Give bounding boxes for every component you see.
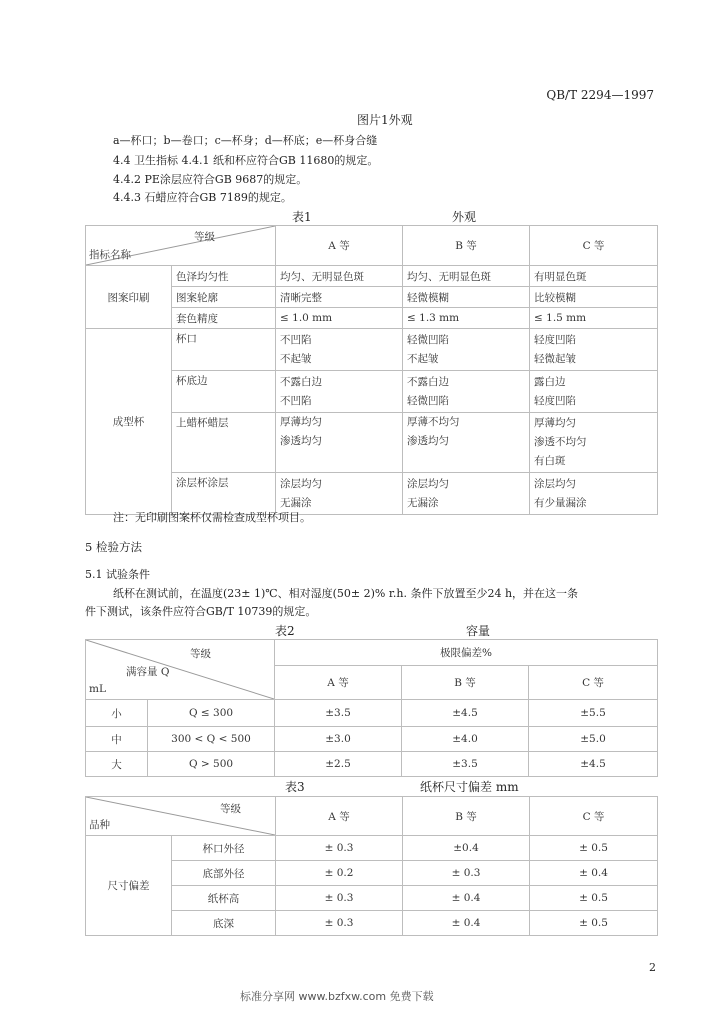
table2-header-capacity: 满容量 Q: [126, 666, 170, 678]
table1-col-a: A 等: [276, 226, 403, 266]
table1-col-b: B 等: [403, 226, 530, 266]
table1-appearance: [85, 225, 658, 515]
standard-number: QB/T 2294—1997: [546, 88, 654, 102]
table3-cell: ± 0.4: [530, 861, 658, 886]
table1-item: 涂层杯涂层: [172, 473, 276, 515]
table3-col-a: A 等: [276, 797, 403, 836]
table2-label: 表2: [275, 624, 295, 638]
table3-size-deviation: [85, 796, 658, 936]
table3-cell: ± 0.5: [530, 911, 658, 936]
table-row: [86, 413, 658, 473]
table-row: [86, 911, 658, 936]
table-row: [86, 371, 658, 413]
table-row: [86, 266, 658, 287]
clause-4-4: 4.4 卫生指标 4.4.1 纸和杯应符合GB 11680的规定。: [113, 154, 379, 167]
section-5-heading: 5 检验方法: [85, 540, 142, 554]
table3-item: 底深: [172, 911, 276, 936]
clause-4-4-3: 4.4.3 石蜡应符合GB 7189的规定。: [113, 191, 292, 204]
table2-cell: ±4.5: [529, 752, 658, 777]
table1-cell: 不凹陷 不起皱: [276, 329, 403, 371]
table2-col-b: B 等: [402, 666, 529, 700]
table2-cell: ±3.0: [275, 727, 402, 752]
table1-cell: 比较模糊: [530, 287, 658, 308]
table1-cell: 均匀、无明显色斑: [276, 266, 403, 287]
table-row: [86, 727, 658, 752]
table1-title: 外观: [452, 210, 477, 224]
table3-cell: ± 0.4: [403, 886, 530, 911]
figure-caption: 图片1外观: [357, 113, 413, 127]
table1-cell: ≤ 1.5 mm: [530, 308, 658, 329]
table3-cell: ± 0.5: [530, 886, 658, 911]
table3-cell: ± 0.3: [276, 836, 403, 861]
table3-header-diagonal: [86, 797, 276, 836]
table1-cell: 涂层均匀 无漏涂: [276, 473, 403, 515]
table-row: [86, 700, 658, 727]
page-number: 2: [649, 961, 656, 974]
table1-cell: 轻度凹陷 轻微起皱: [530, 329, 658, 371]
table1-cell: 清晰完整: [276, 287, 403, 308]
table3-cell: ± 0.2: [276, 861, 403, 886]
table3-title: 纸杯尺寸偏差 mm: [420, 780, 519, 794]
table-row: [86, 287, 658, 308]
table3-cell: ±0.4: [403, 836, 530, 861]
table1-cell: ≤ 1.0 mm: [276, 308, 403, 329]
table-row: [86, 836, 658, 861]
table2-size: 小: [86, 700, 148, 727]
table1-header-grade: 等级: [194, 231, 215, 243]
table3-header-kind: 品种: [89, 819, 110, 831]
footer-source-line: 标准分享网 www.bzfxw.com 免费下载: [240, 990, 434, 1003]
table3-cell: ± 0.4: [403, 911, 530, 936]
table3-item: 杯口外径: [172, 836, 276, 861]
table1-note: 注：无印刷图案杯仅需检查成型杯项目。: [113, 511, 311, 524]
table1-cell: 露白边 轻度凹陷: [530, 371, 658, 413]
table1-header-diagonal: [86, 226, 276, 266]
table2-col-c: C 等: [529, 666, 658, 700]
table2-header-unit: mL: [89, 683, 106, 695]
table1-col-c: C 等: [530, 226, 658, 266]
table2-cell: ±5.0: [529, 727, 658, 752]
table3-header-grade: 等级: [220, 803, 241, 815]
table1-cell: 轻微凹陷 不起皱: [403, 329, 530, 371]
table3-col-b: B 等: [403, 797, 530, 836]
table1-group-printing: 图案印刷: [86, 266, 172, 329]
table1-item: 杯底边: [172, 371, 276, 413]
table2-range: Q ≤ 300: [148, 700, 275, 727]
table2-cell: ±3.5: [402, 752, 529, 777]
table2-cell: ±2.5: [275, 752, 402, 777]
table1-cell: 有明显色斑: [530, 266, 658, 287]
table1-cell: 涂层均匀 有少量漏涂: [530, 473, 658, 515]
table1-item: 杯口: [172, 329, 276, 371]
table1-item: 上蜡杯蜡层: [172, 413, 276, 473]
table3-label: 表3: [285, 780, 305, 794]
table1-cell: 不露白边 轻微凹陷: [403, 371, 530, 413]
table-row: [86, 329, 658, 371]
table3-col-c: C 等: [530, 797, 658, 836]
table1-cell: 厚薄均匀 渗透均匀: [276, 413, 403, 473]
table1-cell: ≤ 1.3 mm: [403, 308, 530, 329]
table2-cell: ±5.5: [529, 700, 658, 727]
table3-item: 底部外径: [172, 861, 276, 886]
section-5-1-para-line2: 件下测试，该条件应符合GB/T 10739的规定。: [85, 605, 317, 618]
table2-col-a: A 等: [275, 666, 402, 700]
table3-item: 纸杯高: [172, 886, 276, 911]
table2-size: 大: [86, 752, 148, 777]
table2-range: 300 < Q < 500: [148, 727, 275, 752]
table1-cell: 不露白边 不凹陷: [276, 371, 403, 413]
table-row: [86, 861, 658, 886]
table1-group-formed-cup: 成型杯: [86, 329, 172, 515]
table1-cell: 均匀、无明显色斑: [403, 266, 530, 287]
table3-group: 尺寸偏差: [86, 836, 172, 936]
table3-cell: ± 0.3: [403, 861, 530, 886]
table2-title: 容量: [466, 624, 491, 638]
table3-cell: ± 0.3: [276, 911, 403, 936]
table1-cell: 厚薄均匀 渗透不均匀 有白斑: [530, 413, 658, 473]
section-5-1-heading: 5.1 试验条件: [85, 568, 150, 581]
table2-header-deviation: 极限偏差%: [275, 640, 658, 666]
table-row: [86, 752, 658, 777]
table1-cell: 厚薄不均匀 渗透均匀: [403, 413, 530, 473]
table1-item: 套色精度: [172, 308, 276, 329]
table2-range: Q > 500: [148, 752, 275, 777]
clause-4-4-2: 4.4.2 PE涂层应符合GB 9687的规定。: [113, 173, 308, 186]
figure-legend: a—杯口；b—卷口；c—杯身；d—杯底；e—杯身合缝: [113, 134, 378, 147]
section-5-1-para-line1: 纸杯在测试前，在温度(23± 1)℃、相对湿度(50± 2)% r.h. 条件下放置至少24 h，并在这一条: [113, 587, 579, 600]
table2-cell: ±4.5: [402, 700, 529, 727]
table2-cell: ±4.0: [402, 727, 529, 752]
table1-cell: 轻微模糊: [403, 287, 530, 308]
table1-header-indicator: 指标名称: [89, 249, 131, 261]
table-row: [86, 308, 658, 329]
table1-label: 表1: [292, 210, 312, 224]
table2-header-grade: 等级: [190, 648, 211, 660]
table2-size: 中: [86, 727, 148, 752]
table2-capacity: [85, 639, 658, 777]
table3-cell: ± 0.5: [530, 836, 658, 861]
table2-header-diagonal: [86, 640, 275, 700]
table-row: [86, 886, 658, 911]
table1-item: 色泽均匀性: [172, 266, 276, 287]
table3-cell: ± 0.3: [276, 886, 403, 911]
table1-cell: 涂层均匀 无漏涂: [403, 473, 530, 515]
table2-cell: ±3.5: [275, 700, 402, 727]
table1-item: 图案轮廓: [172, 287, 276, 308]
